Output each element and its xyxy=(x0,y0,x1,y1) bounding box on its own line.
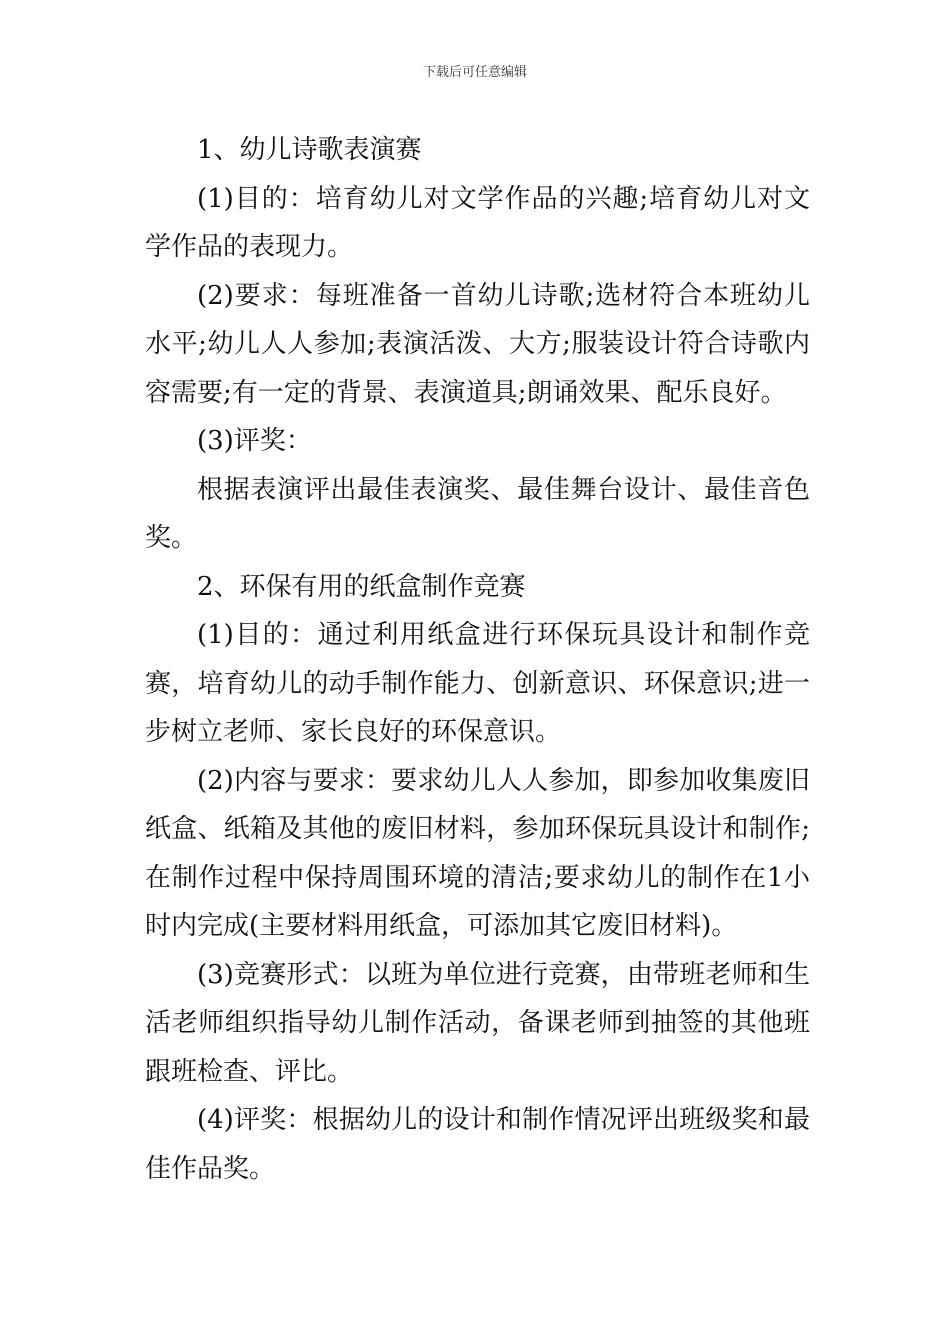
section-2-content-requirements: (2)内容与要求：要求幼儿人人参加，即参加收集废旧纸盒、纸箱及其他的废旧材料，参加环保玩具设计和制作;在制作过程中保持周围环境的清洁;要求幼儿的制作在1小时内完成(主要材料用纸盒，可添加其它废旧材料)。 xyxy=(145,765,810,941)
section-1-awards-text: 根据表演评出最佳表演奖、最佳舞台设计、最佳音色奖。 xyxy=(145,474,810,553)
section-1-purpose: (1)目的：培育幼儿对文学作品的兴趣;培育幼儿对文学作品的表现力。 xyxy=(145,183,810,262)
section-1-awards-label: (3)评奖： xyxy=(197,426,312,456)
section-1-heading: 1、幼儿诗歌表演赛 xyxy=(197,135,422,165)
page-header: 下载后可任意编辑 xyxy=(422,65,527,80)
section-2-purpose: (1)目的：通过利用纸盒进行环保玩具设计和制作竞赛，培育幼儿的动手制作能力、创新意识、环保意识;进一步树立老师、家长良好的环保意识。 xyxy=(145,620,810,747)
section-2-heading: 2、环保有用的纸盒制作竞赛 xyxy=(197,571,526,602)
document-body xyxy=(145,126,810,1193)
section-1-requirements: (2)要求：每班准备一首幼儿诗歌;选材符合本班幼儿水平;幼儿人人参加;表演活泼、大方;服装设计符合诗歌内容需要;有一定的背景、表演道具;朗诵效果、配乐良好。 xyxy=(145,280,810,408)
section-2-awards: (4)评奖：根据幼儿的设计和制作情况评出班级奖和最佳作品奖。 xyxy=(145,1105,810,1184)
section-2-competition-format: (3)竞赛形式：以班为单位进行竞赛，由带班老师和生活老师组织指导幼儿制作活动，备课老师到抽签的其他班跟班检查、评比。 xyxy=(145,959,810,1087)
